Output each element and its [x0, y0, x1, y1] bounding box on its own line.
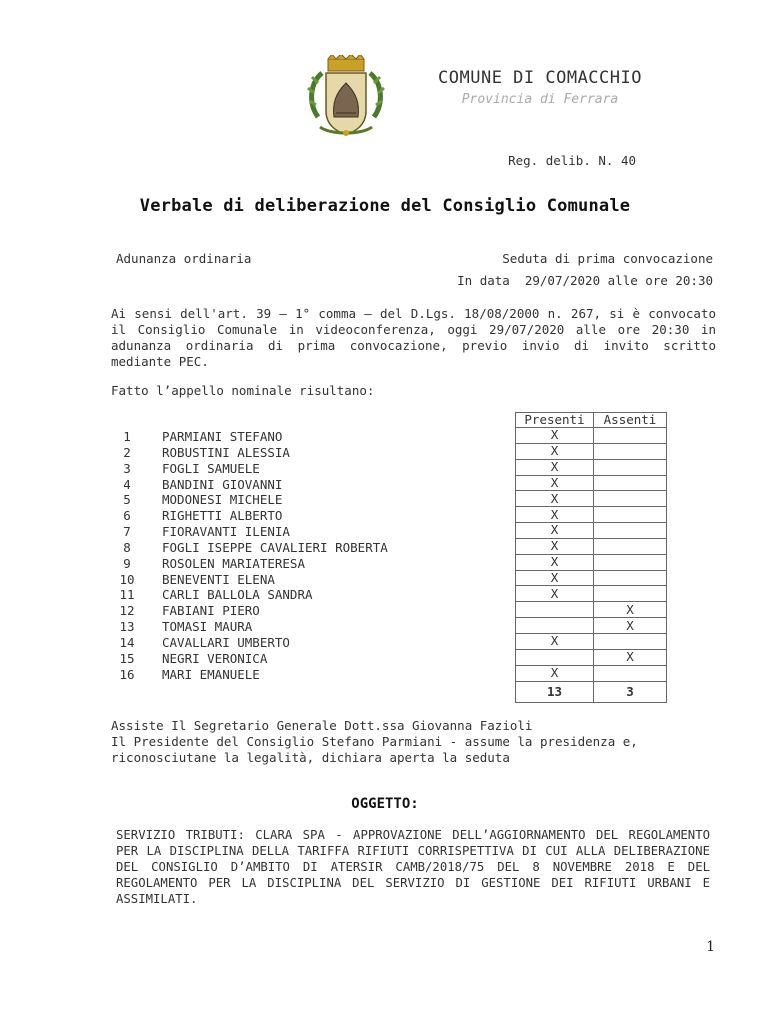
- assente-cell: [594, 443, 667, 459]
- header-assenti: Assenti: [594, 413, 667, 428]
- member-row: [112, 445, 432, 461]
- attendance-total-row: [516, 681, 667, 702]
- member-row: [112, 587, 432, 603]
- presente-cell: [516, 602, 594, 618]
- member-number: 3: [123, 460, 131, 476]
- attendance-table: [515, 412, 667, 703]
- attendance-row: [516, 665, 667, 681]
- subject-text: SERVIZIO TRIBUTI: CLARA SPA - APPROVAZIONE DELL’AGGIORNAMENTO DEL REGOLAMENTO PER LA DISCIPLINA DELLA TARIFFA RIFIUTI CORRISPETTIVA DI CUI ALLA DELIBERAZIONE DEL CONSIGLIO D’AMBITO DI ATERSIR CAMB/2018/75 DEL 8 NOVEMBRE 2018 E DEL REGOLAMENTO PER LA DISCIPLINA DEL SERVIZIO DI GESTIONE DEI RIFIUTI URBANI E ASSIMILATI.: [116, 828, 710, 906]
- member-number: 1: [123, 429, 131, 444]
- meeting-type: Adunanza ordinaria: [116, 251, 252, 266]
- assente-cell: [594, 554, 667, 570]
- member-number: 13: [119, 619, 135, 635]
- total-presenti: 13: [516, 681, 594, 702]
- attendance-row: [516, 538, 667, 554]
- member-name: MARI EMANUELE: [162, 666, 260, 682]
- member-name: FIORAVANTI ILENIA: [162, 524, 290, 540]
- council-member-list: [112, 429, 432, 683]
- member-name: FOGLI ISEPPE CAVALIERI ROBERTA: [162, 539, 388, 555]
- attendance-row: [516, 507, 667, 523]
- member-row: [112, 477, 432, 493]
- assente-cell: X: [594, 602, 667, 618]
- member-row: [112, 603, 432, 619]
- attendance-row: [516, 554, 667, 570]
- presente-cell: X: [516, 665, 594, 681]
- document-title: Verbale di deliberazione del Consiglio Comunale: [139, 196, 631, 216]
- province-name: Provincia di Ferrara: [461, 92, 619, 107]
- attendance-header-row: [516, 413, 667, 428]
- attendance-row: [516, 459, 667, 475]
- member-number: 5: [123, 492, 131, 508]
- member-row: [112, 508, 432, 524]
- header-presenti: Presenti: [516, 413, 594, 428]
- member-name: RIGHETTI ALBERTO: [162, 508, 283, 524]
- member-name: CAVALLARI UMBERTO: [162, 634, 290, 650]
- total-assenti: 3: [594, 681, 667, 702]
- member-row: [112, 461, 432, 477]
- meeting-date: In data 29/07/2020 alle ore 20:30: [457, 273, 713, 288]
- assente-cell: X: [594, 649, 667, 665]
- presente-cell: X: [516, 475, 594, 491]
- member-number: 7: [123, 524, 131, 540]
- convocation-paragraph: Ai sensi dell'art. 39 – 1° comma – del D.Lgs. 18/08/2000 n. 267, si è convocato il Consiglio Comunale in videoconferenza, oggi 29/07/2020 alle ore 20:30 in adunanza ordinaria di prima convocazione, previo invio di invito scritto mediante PEC.: [111, 306, 716, 369]
- presente-cell: X: [516, 633, 594, 649]
- member-row: [112, 492, 432, 508]
- member-row: [112, 540, 432, 556]
- attendance-row: [516, 443, 667, 459]
- secretary-president-block: [111, 718, 721, 766]
- member-number: 12: [119, 603, 135, 619]
- member-name: NEGRI VERONICA: [162, 650, 268, 666]
- presente-cell: X: [516, 523, 594, 539]
- member-name: FOGLI SAMUELE: [162, 460, 260, 476]
- member-name: FABIANI PIERO: [162, 603, 260, 619]
- presente-cell: X: [516, 538, 594, 554]
- presente-cell: [516, 649, 594, 665]
- member-number: 9: [123, 555, 131, 571]
- member-number: 11: [119, 587, 135, 603]
- assente-cell: [594, 633, 667, 649]
- assente-cell: [594, 475, 667, 491]
- municipality-name: COMUNE DI COMACCHIO: [438, 68, 642, 88]
- assente-cell: [594, 538, 667, 554]
- registration-number: Reg. delib. N. 40: [508, 153, 636, 168]
- member-row: [112, 667, 432, 683]
- presente-cell: X: [516, 443, 594, 459]
- member-name: ROBUSTINI ALESSIA: [162, 444, 290, 460]
- assente-cell: [594, 570, 667, 586]
- coat-of-arms-icon: [306, 55, 386, 141]
- session-type: Seduta di prima convocazione: [502, 251, 713, 266]
- assente-cell: [594, 507, 667, 523]
- attendance-row: [516, 428, 667, 444]
- member-row: [112, 635, 432, 651]
- attendance-row: [516, 633, 667, 649]
- assente-cell: [594, 586, 667, 602]
- presente-cell: X: [516, 570, 594, 586]
- presente-cell: X: [516, 507, 594, 523]
- attendance-row: [516, 491, 667, 507]
- member-number: 15: [119, 650, 135, 666]
- assente-cell: [594, 428, 667, 444]
- member-name: BANDINI GIOVANNI: [162, 476, 283, 492]
- attendance-row: [516, 586, 667, 602]
- member-name: ROSOLEN MARIATERESA: [162, 555, 305, 571]
- member-number: 8: [123, 539, 131, 555]
- presente-cell: X: [516, 459, 594, 475]
- member-row: [112, 651, 432, 667]
- member-name: CARLI BALLOLA SANDRA: [162, 587, 313, 603]
- member-name: MODONESI MICHELE: [162, 492, 283, 508]
- subject-heading: OGGETTO:: [351, 796, 419, 812]
- presente-cell: X: [516, 586, 594, 602]
- presente-cell: [516, 618, 594, 634]
- page-number: 1: [706, 939, 715, 955]
- attendance-row: [516, 618, 667, 634]
- attendance-row: [516, 602, 667, 618]
- member-number: 6: [123, 508, 131, 524]
- attendance-row: [516, 475, 667, 491]
- member-name: PARMIANI STEFANO: [162, 429, 283, 444]
- member-number: 10: [119, 571, 135, 587]
- member-name: BENEVENTI ELENA: [162, 571, 275, 587]
- assente-cell: [594, 459, 667, 475]
- presente-cell: X: [516, 554, 594, 570]
- member-number: 16: [119, 666, 135, 682]
- secretary-line: Assiste Il Segretario Generale Dott.ssa Giovanna Fazioli: [111, 718, 533, 733]
- member-number: 2: [123, 444, 131, 460]
- assente-cell: X: [594, 618, 667, 634]
- member-number: 4: [123, 476, 131, 492]
- member-name: TOMASI MAURA: [162, 619, 253, 635]
- presente-cell: X: [516, 491, 594, 507]
- member-row: [112, 619, 432, 635]
- presente-cell: X: [516, 428, 594, 444]
- member-row: [112, 556, 432, 572]
- attendance-row: [516, 523, 667, 539]
- attendance-row: [516, 649, 667, 665]
- assente-cell: [594, 665, 667, 681]
- attendance-row: [516, 570, 667, 586]
- member-number: 14: [119, 634, 135, 650]
- assente-cell: [594, 523, 667, 539]
- member-row: [112, 524, 432, 540]
- roll-call-intro: Fatto l’appello nominale risultano:: [111, 383, 375, 398]
- member-row: [112, 572, 432, 588]
- assente-cell: [594, 491, 667, 507]
- president-line: Il Presidente del Consiglio Stefano Parmiani - assume la presidenza e, riconosciutane la legalità, dichiara aperta la seduta: [111, 734, 638, 765]
- member-row: [112, 429, 432, 445]
